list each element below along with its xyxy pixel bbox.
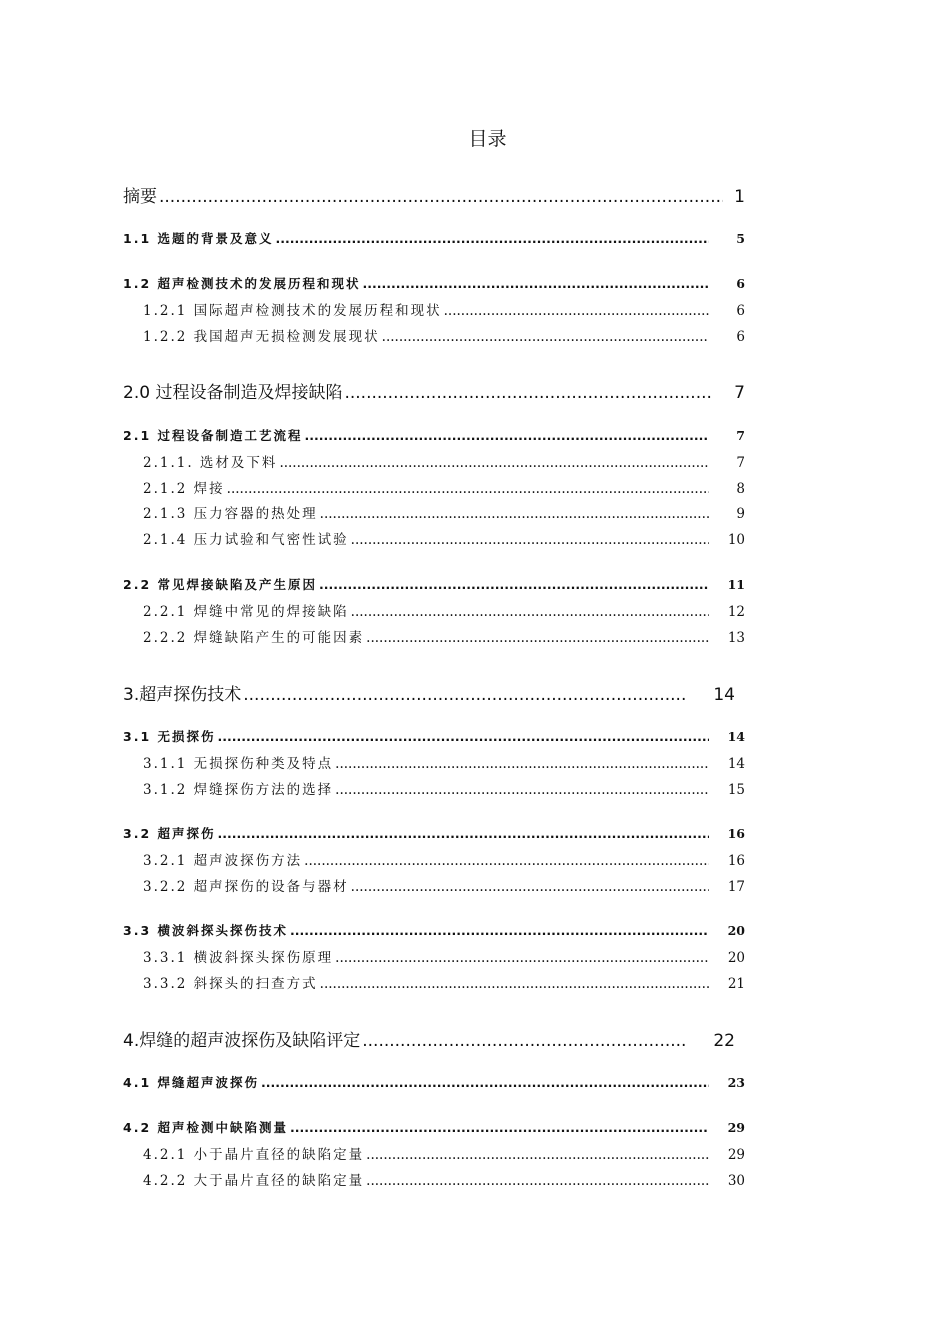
toc-entry-chapter[interactable] xyxy=(123,378,745,403)
dot-leader xyxy=(227,481,709,497)
toc-entry-subsection[interactable] xyxy=(143,946,745,966)
toc-entry-abstract[interactable] xyxy=(123,182,745,207)
toc-entry-section[interactable] xyxy=(123,229,745,247)
toc-entry-text: 摘要 xyxy=(123,187,157,207)
toc-entry-page: 13 xyxy=(727,630,745,646)
dot-leader xyxy=(366,1147,709,1163)
toc-entry-page: 17 xyxy=(727,879,745,895)
dot-leader xyxy=(320,976,709,992)
toc-entry-subsection[interactable] xyxy=(143,1143,745,1163)
dot-leader xyxy=(279,455,709,471)
toc-entry-subsection[interactable] xyxy=(143,600,745,620)
dot-leader xyxy=(366,630,709,646)
dot-leader xyxy=(290,923,709,938)
dot-leader xyxy=(243,685,688,705)
toc-entry-page: 7 xyxy=(734,383,745,403)
toc-entry-subsection[interactable] xyxy=(143,477,745,497)
toc-entry-page: 20 xyxy=(727,950,745,966)
toc-entry-chapter[interactable] xyxy=(123,680,735,705)
dot-leader xyxy=(362,1031,688,1051)
dot-leader xyxy=(444,303,709,319)
toc-entry-subsection[interactable] xyxy=(143,875,745,895)
toc-entry-page: 10 xyxy=(727,532,745,548)
toc-entry-page: 29 xyxy=(727,1147,745,1163)
toc-entry-text: 2.2 常见焊接缺陷及产生原因 xyxy=(123,577,317,592)
toc-entry-page: 22 xyxy=(713,1031,735,1051)
toc-entry-text: 1.2 超声检测技术的发展历程和现状 xyxy=(123,276,361,291)
toc-entry-text: 4.1 焊缝超声波探伤 xyxy=(123,1075,259,1090)
toc-entry-text: 2.1 过程设备制造工艺流程 xyxy=(123,428,303,443)
toc-entry-text: 2.1.1. 选材及下料 xyxy=(143,455,278,471)
toc-entry-text: 4.2.2 大于晶片直径的缺陷定量 xyxy=(143,1173,365,1189)
toc-entry-subsection[interactable] xyxy=(143,451,745,471)
toc-entry-text: 2.2.2 焊缝缺陷产生的可能因素 xyxy=(143,630,365,646)
dot-leader xyxy=(351,604,709,620)
toc-entry-page: 14 xyxy=(713,685,735,705)
toc-entry-text: 2.2.1 焊缝中常见的焊接缺陷 xyxy=(143,604,349,620)
toc-entry-text: 2.0 过程设备制造及焊接缺陷 xyxy=(123,383,343,403)
page-title: 目录 xyxy=(468,128,507,150)
toc-entry-page: 12 xyxy=(727,604,745,620)
toc-entry-section[interactable] xyxy=(123,1118,745,1136)
toc-entry-subsection[interactable] xyxy=(143,528,745,548)
toc-entry-page: 1 xyxy=(734,187,745,207)
toc-entry-text: 3.超声探伤技术 xyxy=(123,685,242,705)
toc-entry-text: 1.2.2 我国超声无损检测发展现状 xyxy=(143,329,380,345)
toc-entry-page: 14 xyxy=(727,729,745,744)
toc-entry-text: 2.1.3 压力容器的热处理 xyxy=(143,506,318,522)
toc-entry-subsection[interactable] xyxy=(143,849,745,869)
toc-entry-subsection[interactable] xyxy=(143,972,745,992)
dot-leader xyxy=(366,1173,709,1189)
dot-leader xyxy=(320,506,709,522)
toc-entry-text: 4.2.1 小于晶片直径的缺陷定量 xyxy=(143,1147,365,1163)
dot-leader xyxy=(335,756,709,772)
toc-entry-subsection[interactable] xyxy=(143,502,745,522)
dot-leader xyxy=(363,276,710,291)
dot-leader xyxy=(344,383,713,403)
dot-leader xyxy=(159,187,723,207)
dot-leader xyxy=(351,879,709,895)
toc-entry-chapter[interactable] xyxy=(123,1026,735,1051)
toc-entry-page: 29 xyxy=(727,1120,745,1135)
dot-leader xyxy=(351,532,709,548)
toc-entry-page: 23 xyxy=(727,1075,745,1090)
toc-entry-section[interactable] xyxy=(123,274,745,292)
toc-entry-page: 16 xyxy=(727,826,745,841)
dot-leader xyxy=(276,231,710,246)
toc-entry-page: 14 xyxy=(727,756,745,772)
toc-entry-subsection[interactable] xyxy=(143,325,745,345)
toc-entry-page: 9 xyxy=(736,506,745,522)
toc-entry-subsection[interactable] xyxy=(143,778,745,798)
toc-entry-section[interactable] xyxy=(123,575,745,593)
toc-entry-page: 11 xyxy=(727,577,745,592)
toc-entry-section[interactable] xyxy=(123,921,745,939)
dot-leader xyxy=(218,729,710,744)
toc-entry-page: 21 xyxy=(727,976,745,992)
dot-leader xyxy=(382,329,709,345)
dot-leader xyxy=(304,853,709,869)
dot-leader xyxy=(319,577,709,592)
dot-leader xyxy=(335,782,709,798)
toc-entry-section[interactable] xyxy=(123,824,745,842)
toc-entry-page: 8 xyxy=(736,481,745,497)
toc-entry-page: 7 xyxy=(736,428,745,443)
toc-entry-page: 6 xyxy=(736,303,745,319)
toc-entry-text: 4.焊缝的超声波探伤及缺陷评定 xyxy=(123,1031,361,1051)
toc-entry-text: 3.1.1 无损探伤种类及特点 xyxy=(143,756,334,772)
dot-leader xyxy=(218,826,710,841)
toc-entry-page: 7 xyxy=(736,455,745,471)
toc-entry-text: 3.2.1 超声波探伤方法 xyxy=(143,853,303,869)
toc-entry-subsection[interactable] xyxy=(143,299,745,319)
toc-entry-text: 3.3.2 斜探头的扫查方式 xyxy=(143,976,318,992)
toc-entry-page: 20 xyxy=(727,923,745,938)
toc-entry-text: 3.1.2 焊缝探伤方法的选择 xyxy=(143,782,334,798)
toc-entry-page: 16 xyxy=(727,853,745,869)
toc-entry-page: 30 xyxy=(727,1173,745,1189)
toc-entry-page: 15 xyxy=(727,782,745,798)
toc-entry-page: 5 xyxy=(736,231,745,246)
toc-entry-section[interactable] xyxy=(123,426,745,444)
toc-entry-subsection[interactable] xyxy=(143,1169,745,1189)
toc-entry-text: 4.2 超声检测中缺陷测量 xyxy=(123,1120,288,1135)
dot-leader xyxy=(335,950,709,966)
toc-entry-section[interactable] xyxy=(123,1073,745,1091)
toc-entry-text: 3.3.1 横波斜探头探伤原理 xyxy=(143,950,334,966)
dot-leader xyxy=(305,428,710,443)
toc-entry-subsection[interactable] xyxy=(143,752,745,772)
toc-entry-subsection[interactable] xyxy=(143,626,745,646)
toc-entry-text: 3.2 超声探伤 xyxy=(123,826,216,841)
toc-entry-text: 2.1.4 压力试验和气密性试验 xyxy=(143,532,349,548)
toc-entry-page: 6 xyxy=(736,276,745,291)
toc-entry-text: 3.1 无损探伤 xyxy=(123,729,216,744)
toc-entry-text: 1.2.1 国际超声检测技术的发展历程和现状 xyxy=(143,303,442,319)
toc-entry-text: 3.2.2 超声探伤的设备与器材 xyxy=(143,879,349,895)
toc-entry-text: 1.1 选题的背景及意义 xyxy=(123,231,274,246)
toc-entry-text: 3.3 横波斜探头探伤技术 xyxy=(123,923,288,938)
dot-leader xyxy=(261,1075,709,1090)
dot-leader xyxy=(290,1120,709,1135)
toc-entry-text: 2.1.2 焊接 xyxy=(143,481,225,497)
toc-entry-section[interactable] xyxy=(123,727,745,745)
toc-entry-page: 6 xyxy=(736,329,745,345)
